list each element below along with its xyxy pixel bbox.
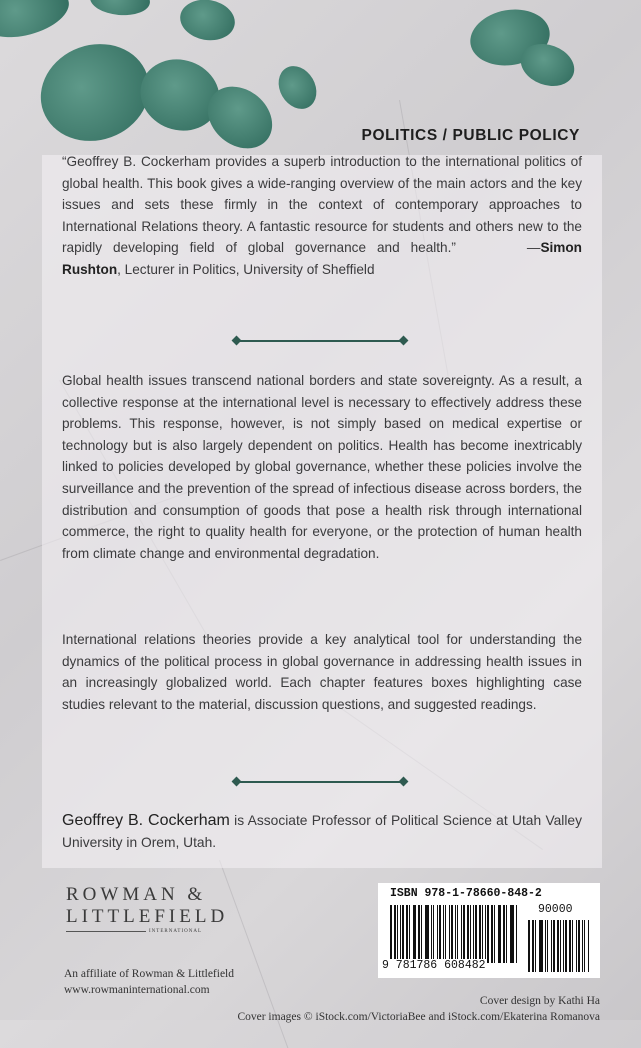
barcode-bar — [498, 905, 499, 963]
endorsement-quote — [62, 151, 582, 281]
barcode-bar — [400, 905, 401, 963]
barcode-bar — [510, 905, 511, 963]
publisher-logo-line2: LITTLEFIELD — [66, 906, 229, 927]
attribution-role: , Lecturer in Politics, University of Sheffield — [117, 261, 375, 277]
barcode-bar — [528, 920, 530, 972]
barcode-bar — [443, 905, 444, 963]
barcode-bar — [461, 905, 462, 963]
ornament-divider — [231, 337, 409, 345]
barcode-bar — [485, 905, 486, 963]
price-barcode-bars — [528, 920, 590, 972]
barcode-bar — [547, 920, 548, 972]
barcode-bar — [557, 920, 559, 972]
barcode-bar — [584, 920, 585, 972]
isbn-text: ISBN 978-1-78660-848-2 — [390, 887, 542, 900]
barcode-bar — [394, 905, 395, 963]
barcode-bar — [439, 905, 441, 963]
barcode-bar — [413, 905, 414, 963]
publisher-affiliate: An affiliate of Rowman & Littlefield — [64, 968, 235, 980]
barcode-bar — [425, 905, 426, 963]
barcode-bar — [431, 905, 432, 963]
barcode-bar — [535, 920, 536, 972]
author-bio — [62, 810, 582, 853]
barcode-bar — [487, 905, 489, 963]
description-paragraph-2: International relations theories provide a key analytical tool for understanding the dynamics of the political process in global governance in addressing health issues in an increasingly globalized world. Each chapter features boxes highlighting case studies relevant to the material, discussion questions, and suggested readings. — [62, 632, 582, 712]
ean-number: 9 781786 608482 — [382, 959, 486, 972]
barcode-bar — [494, 905, 495, 963]
barcode-bar — [397, 905, 398, 963]
barcode-bar — [565, 920, 567, 972]
ornament-divider — [231, 778, 409, 786]
barcode-bar — [588, 920, 589, 972]
attribution-name: Simon Rushton — [62, 240, 582, 277]
barcode-bar — [445, 905, 446, 963]
barcode-bar — [433, 905, 434, 963]
barcode-bar — [449, 905, 450, 963]
barcode-bar — [409, 905, 410, 963]
barcode-bar — [560, 920, 561, 972]
publisher-info — [64, 966, 234, 998]
barcode-bar — [426, 905, 428, 963]
barcode-bar — [475, 905, 477, 963]
barcode-bar — [563, 920, 564, 972]
image-credit: Cover images © iStock.com/VictoriaBee and iStock.com/Ekaterina Romanova — [237, 1011, 600, 1023]
barcode-bars — [390, 905, 518, 963]
description-paragraph-1: Global health issues transcend national borders and state sovereignty. As a result, a collective response at the international level is necessary to effectively address these problems. This response, however, is not simply based on medical expertise or technology but is also largely dependent on politics. Health has become inextricably linked to policies developed by global governance, whether these policies involve the surveillance and the prevention of the spread of infectious disease across borders, the distribution and consumption of goods that pose a health risk through international commerce, the right to quality health for everyone, or the protection of human health from climate change and environmental degradation. — [62, 373, 582, 561]
barcode-bar — [506, 905, 507, 963]
barcode-bar — [479, 905, 480, 963]
barcode-bar — [551, 920, 552, 972]
isbn-barcode — [378, 883, 600, 978]
category-label: POLITICS / PUBLIC POLICY — [361, 127, 580, 144]
author-bio-text: is Associate Professor of Political Science at Utah Valley University in Orem, Utah. — [62, 813, 582, 850]
price-code: 90000 — [538, 903, 573, 916]
barcode-bar — [553, 920, 555, 972]
barcode-bar — [482, 905, 483, 963]
barcode-bar — [539, 920, 540, 972]
barcode-bar — [451, 905, 453, 963]
publisher-logo — [66, 884, 228, 934]
barcode-bar — [569, 920, 571, 972]
quote-text: “Geoffrey B. Cockerham provides a superb introduction to the international politics of global health. This book gives a wide-ranging overview of the main actors and the key issues and sets these firmly in the context of contemporary approaches to International Relations theory. A fantastic resource for students and others new to the rapidly developing field of global governance and health.” — [62, 154, 582, 256]
barcode-bar — [516, 905, 517, 963]
barcode-bar — [532, 920, 534, 972]
barcode-bar — [457, 905, 458, 963]
barcode-bar — [455, 905, 456, 963]
barcode-bar — [499, 905, 501, 963]
barcode-bar — [473, 905, 474, 963]
barcode-bar — [503, 905, 504, 963]
barcode-bar — [418, 905, 419, 963]
barcode-bar — [470, 905, 471, 963]
design-credit: Cover design by Kathi Ha — [479, 995, 600, 1007]
publisher-logo-line1: ROWMAN & — [66, 884, 207, 905]
barcode-bar — [582, 920, 584, 972]
author-name: Geoffrey B. Cockerham — [62, 812, 230, 829]
publisher-logo-line3: INTERNATIONAL — [149, 929, 202, 934]
publisher-url: www.rowmaninternational.com — [64, 984, 210, 996]
barcode-bar — [390, 905, 392, 963]
barcode-bar — [467, 905, 468, 963]
barcode-bar — [545, 920, 547, 972]
attribution-dash: — — [526, 240, 541, 256]
barcode-bar — [463, 905, 465, 963]
cover-credits — [237, 993, 600, 1025]
barcode-bar — [421, 905, 422, 963]
barcode-bar — [540, 920, 542, 972]
barcode-bar — [437, 905, 438, 963]
barcode-bar — [491, 905, 492, 963]
barcode-bar — [572, 920, 573, 972]
barcode-bar — [578, 920, 580, 972]
barcode-bar — [406, 905, 407, 963]
barcode-bar — [576, 920, 577, 972]
barcode-bar — [402, 905, 404, 963]
barcode-bar — [414, 905, 416, 963]
barcode-bar — [511, 905, 513, 963]
